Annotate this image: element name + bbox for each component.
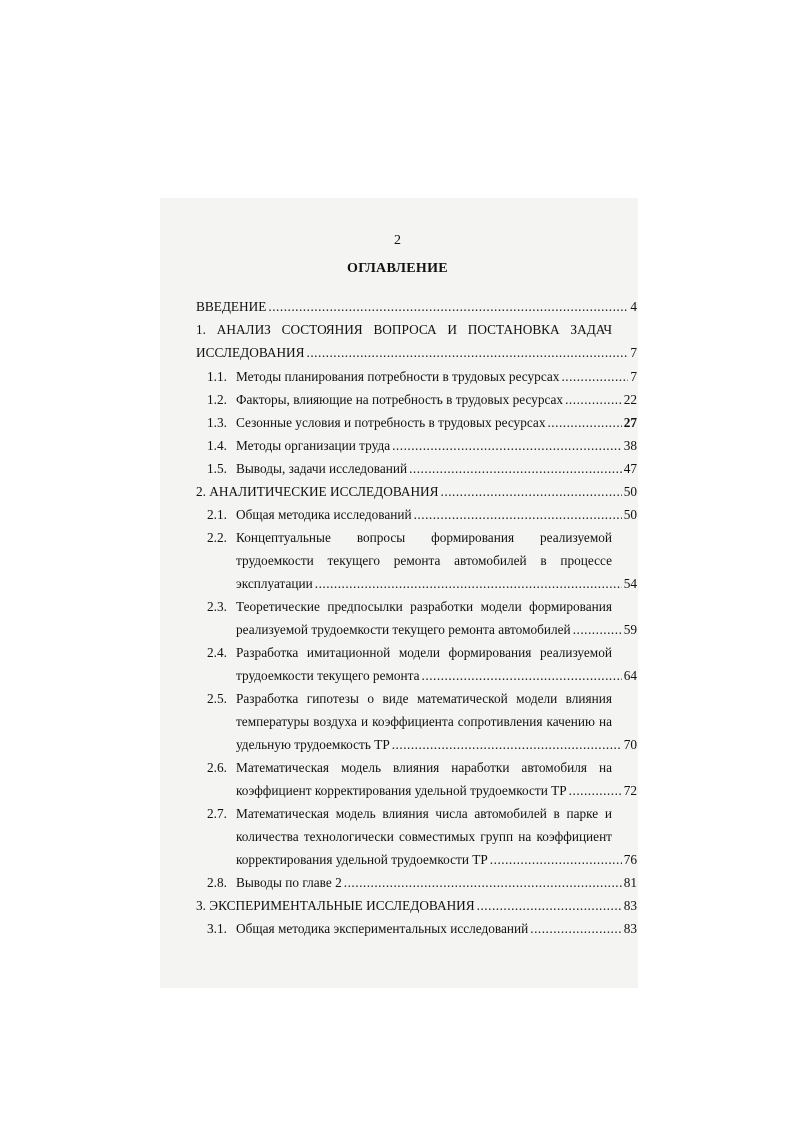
toc-entry-intro[interactable] xyxy=(196,298,637,316)
toc-leader xyxy=(441,483,622,501)
toc-leader xyxy=(561,368,628,386)
toc-number-2-5 xyxy=(207,690,236,708)
toc-label: Математическая модель влияния наработки автомобиля на xyxy=(236,760,612,775)
toc-leader xyxy=(569,782,622,800)
toc-number: 1.5. xyxy=(207,461,227,476)
toc-leader xyxy=(477,897,622,915)
toc-label: ВВЕДЕНИЕ xyxy=(196,299,267,314)
toc-entry-2-7-line2[interactable] xyxy=(236,828,612,846)
toc-number: 3.1. xyxy=(207,921,227,936)
toc-entry-2-7[interactable] xyxy=(236,851,637,869)
toc-entry-2-2-line1[interactable] xyxy=(236,529,612,547)
toc-page: 4 xyxy=(630,299,637,314)
toc-leader xyxy=(530,920,621,938)
toc-entry-2-3[interactable] xyxy=(236,621,637,639)
toc-entry-ch1-line1[interactable] xyxy=(196,321,612,339)
toc-leader xyxy=(414,506,622,524)
toc-label: Разработка имитационной модели формирования реализуемой xyxy=(236,645,612,660)
toc-number-2-3 xyxy=(207,598,236,616)
toc-page: 70 xyxy=(623,737,637,752)
toc-leader xyxy=(268,298,628,316)
toc-number: 2.8. xyxy=(207,875,227,890)
toc-leader xyxy=(392,736,622,754)
toc-number-2-4 xyxy=(207,644,236,662)
toc-entry-3-1[interactable] xyxy=(207,920,637,938)
toc-entry-2-6[interactable] xyxy=(236,782,637,800)
page-title: ОГЛАВЛЕНИЕ xyxy=(347,261,448,276)
toc-page: 59 xyxy=(623,622,637,637)
toc-page: 83 xyxy=(623,898,637,913)
toc-label: Концептуальные вопросы формирования реализуемой xyxy=(236,530,612,545)
toc-number: 2.5. xyxy=(207,691,227,706)
toc-number: 1.3. xyxy=(207,415,227,430)
toc-label: корректирования удельной трудоемкости ТР xyxy=(236,852,488,867)
toc-label: Теоретические предпосылки разработки модели формирования xyxy=(236,599,612,614)
toc-page: 64 xyxy=(623,668,637,683)
toc-number: 1.4. xyxy=(207,438,227,453)
toc-number: 2.4. xyxy=(207,645,227,660)
toc-number: 2.7. xyxy=(207,806,227,821)
toc-leader xyxy=(565,391,622,409)
toc-entry-ch2[interactable] xyxy=(196,483,637,501)
toc-entry-1-2[interactable] xyxy=(207,391,637,409)
toc-label: 1. АНАЛИЗ СОСТОЯНИЯ ВОПРОСА И ПОСТАНОВКА ЗАДАЧ xyxy=(196,322,612,337)
toc-label: коэффициент корректирования удельной трудоемкости ТР xyxy=(236,783,567,798)
toc-page: 7 xyxy=(630,369,637,384)
toc-number: 2.3. xyxy=(207,599,227,614)
toc-entry-2-3-line1[interactable] xyxy=(236,598,612,616)
toc-label: Методы планирования потребности в трудовых ресурсах xyxy=(236,369,560,384)
toc-label: Выводы, задачи исследований xyxy=(236,461,408,476)
toc-leader xyxy=(490,851,622,869)
toc-page: 7 xyxy=(630,345,637,360)
toc-page: 50 xyxy=(623,507,637,522)
toc-page: 81 xyxy=(623,875,637,890)
toc-label: Факторы, влияющие на потребность в трудовых ресурсах xyxy=(236,392,564,407)
toc-entry-2-2-line2[interactable] xyxy=(236,552,612,570)
toc-entry-ch3[interactable] xyxy=(196,897,637,915)
toc-label: ИССЛЕДОВАНИЯ xyxy=(196,345,305,360)
toc-number: 2.6. xyxy=(207,760,227,775)
toc-entry-2-4-line1[interactable] xyxy=(236,644,612,662)
toc-leader xyxy=(422,667,622,685)
toc-page: 22 xyxy=(623,392,637,407)
toc-number-2-7 xyxy=(207,805,236,823)
toc-label: Методы организации труда xyxy=(236,438,391,453)
toc-page: 47 xyxy=(623,461,637,476)
toc-page: 27 xyxy=(623,415,637,430)
toc-label: трудоемкости текущего ремонта автомобилей в процессе xyxy=(236,553,612,568)
toc-number: 2.1. xyxy=(207,507,227,522)
toc-label: Выводы по главе 2 xyxy=(236,875,342,890)
toc-page: 83 xyxy=(623,921,637,936)
toc-number-2-2 xyxy=(207,529,236,547)
toc-entry-1-3[interactable] xyxy=(207,414,637,432)
toc-leader xyxy=(547,414,621,432)
toc-entry-2-7-line1[interactable] xyxy=(236,805,612,823)
toc-leader xyxy=(392,437,622,455)
toc-label: количества технологически совместимых групп на коэффициент xyxy=(236,829,612,844)
toc-label: 3. ЭКСПЕРИМЕНТАЛЬНЫЕ ИССЛЕДОВАНИЯ xyxy=(196,898,475,913)
toc-number-2-6 xyxy=(207,759,236,777)
toc-label: температуры воздуха и коэффициента сопротивления качению на xyxy=(236,714,612,729)
toc-leader xyxy=(344,874,622,892)
toc-entry-ch1[interactable] xyxy=(196,344,637,362)
toc-label: реализуемой трудоемкости текущего ремонта автомобилей xyxy=(236,622,571,637)
toc-entry-2-5-line1[interactable] xyxy=(236,690,612,708)
toc-entry-2-4[interactable] xyxy=(236,667,637,685)
toc-label: эксплуатации xyxy=(236,576,313,591)
toc-label: трудоемкости текущего ремонта xyxy=(236,668,420,683)
toc-entry-2-5[interactable] xyxy=(236,736,637,754)
toc-page: 54 xyxy=(623,576,637,591)
toc-number: 1.2. xyxy=(207,392,227,407)
page-number: 2 xyxy=(394,233,401,248)
toc-label: Общая методика исследований xyxy=(236,507,412,522)
toc-entry-1-1[interactable] xyxy=(207,368,637,386)
toc-entry-2-5-line2[interactable] xyxy=(236,713,612,731)
toc-number: 2.2. xyxy=(207,530,227,545)
toc-entry-1-4[interactable] xyxy=(207,437,637,455)
toc-leader xyxy=(409,460,622,478)
toc-label: удельную трудоемкость ТР xyxy=(236,737,390,752)
toc-page: 72 xyxy=(623,783,637,798)
toc-page: 50 xyxy=(623,484,637,499)
toc-page: 38 xyxy=(623,438,637,453)
toc-label: Общая методика экспериментальных исследований xyxy=(236,921,529,936)
toc-entry-2-6-line1[interactable] xyxy=(236,759,612,777)
toc-page: 76 xyxy=(623,852,637,867)
toc-entry-2-2[interactable] xyxy=(236,575,637,593)
toc-leader xyxy=(315,575,622,593)
toc-entry-1-5[interactable] xyxy=(207,460,637,478)
toc-entry-2-1[interactable] xyxy=(207,506,637,524)
toc-label: Разработка гипотезы о виде математической модели влияния xyxy=(236,691,612,706)
toc-leader xyxy=(573,621,622,639)
toc-leader xyxy=(307,344,629,362)
toc-number: 1.1. xyxy=(207,369,227,384)
toc-entry-2-8[interactable] xyxy=(207,874,637,892)
toc-label: Сезонные условия и потребность в трудовых ресурсах xyxy=(236,415,546,430)
toc-label: 2. АНАЛИТИЧЕСКИЕ ИССЛЕДОВАНИЯ xyxy=(196,484,439,499)
toc-label: Математическая модель влияния числа автомобилей в парке и xyxy=(236,806,612,821)
